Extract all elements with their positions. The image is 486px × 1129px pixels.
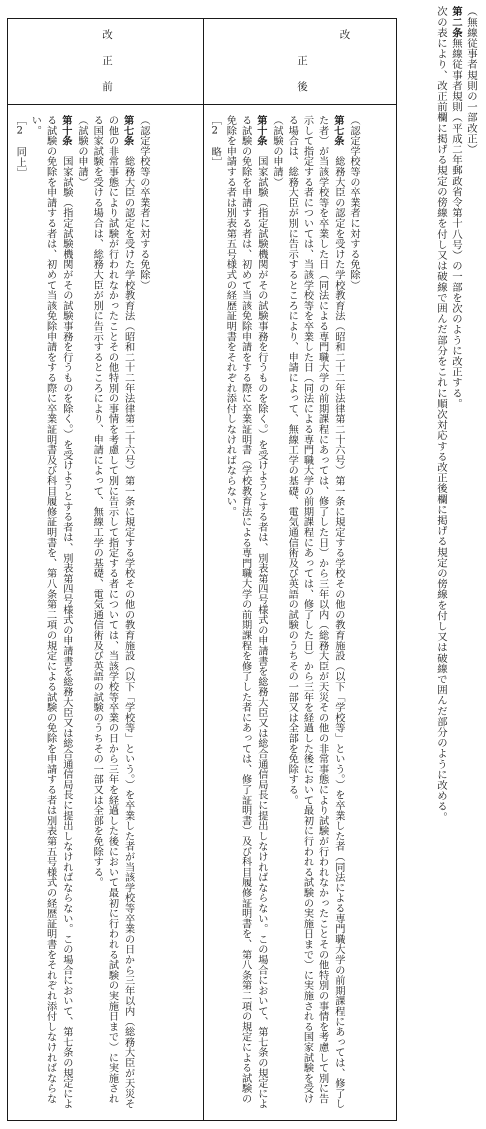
header-after bbox=[203, 19, 398, 104]
header-before bbox=[8, 19, 203, 104]
column-after-text bbox=[207, 115, 361, 1114]
comparison-table bbox=[7, 18, 397, 1121]
header-before-char-2: 正 bbox=[101, 55, 113, 66]
heading-line-2: 次の表により、改正前欄に掲げる規定の傍線を付し又は破線で囲んだ部分をこれに順次対応する改正後欄に掲げる規定の傍線を付し又は破線で囲んだ部分のように改める。 bbox=[435, 6, 447, 823]
before-art7-text: 総務大臣の認定を受けた学校教育法（昭和二十二年法律第二十六号）第一条に規定する学校その他の教育施設（以下「学校等」という。）を卒業した者が当該学校等卒業の日から三年以内（総務大臣が天災その他の非常事態により試験が行われなかったことその他特別の事情を考慮して別に告示して指定する者については、当該学校等卒業の日から三年を経過した後において最初に行われる試験の実施日まで）に実施される国家試験を受ける場合は、総務大臣が別に告示するところにより、申請によって、無線工学の基礎、電気通信術及び英語の試験のうちその一部又は全部を免除する。 bbox=[91, 115, 134, 1110]
header-after-char-3: 後 bbox=[296, 81, 308, 92]
after-art7-label: 第七条 bbox=[331, 115, 344, 146]
after-art10-text: 国家試験（指定試験機関がその試験事務を行うものを除く。）を受けようとする者は、別表第四号様式の申請書を総務大臣又は総合通信局長に提出しなければならない。この場合において、第七条の規定による試験の免除を申請する者は、初めて当該免除申請をする際に卒業証明書（学校教育法による専門職大学の前期課程を修了した者にあっては、修了証明書）及び科目履修証明書を、第八条第二項の規定による試験の免除を申請する者は別表第五号様式の経歴証明書をそれぞれ添付しなければならない。 bbox=[224, 115, 267, 1110]
after-art10-label: 第十条 bbox=[254, 115, 267, 146]
column-before bbox=[12, 115, 200, 1114]
amendment-heading bbox=[433, 6, 478, 1086]
column-before-text bbox=[12, 115, 151, 1114]
heading-line-1: 無線従事者規則（平成二年郵政省令第十八号）の一部を次のように改正する。 bbox=[450, 37, 462, 409]
after-sub2: ［2 略］ bbox=[209, 115, 221, 168]
header-before-char-3: 前 bbox=[101, 81, 113, 92]
before-art7-caption: （認定学校等の卒業者に対する免除） bbox=[137, 115, 149, 291]
heading-article-label: 第二条 bbox=[450, 6, 462, 38]
after-art10-caption: （試験の申請） bbox=[271, 115, 283, 188]
column-after bbox=[207, 115, 395, 1114]
before-art10-caption: （試験の申請） bbox=[76, 115, 88, 188]
heading-caption: （無線従事者規則の一部改正） bbox=[465, 6, 477, 155]
header-before-char-1: 改 bbox=[101, 29, 113, 40]
after-art7-caption: （認定学校等の卒業者に対する免除） bbox=[348, 115, 360, 291]
before-art7-label: 第七条 bbox=[121, 115, 134, 146]
header-after-char-2: 正 bbox=[296, 55, 308, 66]
before-sub2: ［2 同上］ bbox=[14, 115, 26, 178]
before-art10-label: 第十条 bbox=[59, 115, 72, 146]
after-art7-text: 総務大臣の認定を受けた学校教育法（昭和二十二年法律第二十六号）第一条に規定する学校その他の教育施設（以下「学校等」という。）を卒業した者（同法による専門職大学の前期課程にあっては、修了した者）が当該学校等を卒業した日（同法による専門職大学の前期課程にあっては、修了した日）から三年以内（総務大臣が天災その他の非常事態により試験が行われなかったことその他特別の事情を考慮して別に告示して指定する者については、当該学校等を卒業した日（同法による専門職大学の前期課程にあっては、修了した日）から三年を経過した後において最初に行われる試験の実施日まで）に実施される国家試験を受ける場合は、総務大臣が別に告示するところにより、申請によって、無線工学の基礎、電気通信術及び英語の試験のうちその一部又は全部を免除する。 bbox=[286, 115, 344, 1110]
column-divider bbox=[203, 19, 204, 1120]
header-after-char-1: 改 bbox=[338, 29, 351, 40]
before-art10-text: 国家試験（指定試験機関がその試験事務を行うものを除く。）を受けようとする者は、別表第四号様式の申請書を総務大臣又は総合通信局長に提出しなければならない。この場合において、第七条の規定による試験の免除を申請する者は、初めて当該免除申請をする際に卒業証明書及び科目履修証明書を、第八条第二項の規定による試験の免除を申請する者は別表第五号様式の経歴証明書をそれぞれ添付しなければならない。 bbox=[29, 115, 72, 1110]
header-divider bbox=[8, 104, 396, 105]
